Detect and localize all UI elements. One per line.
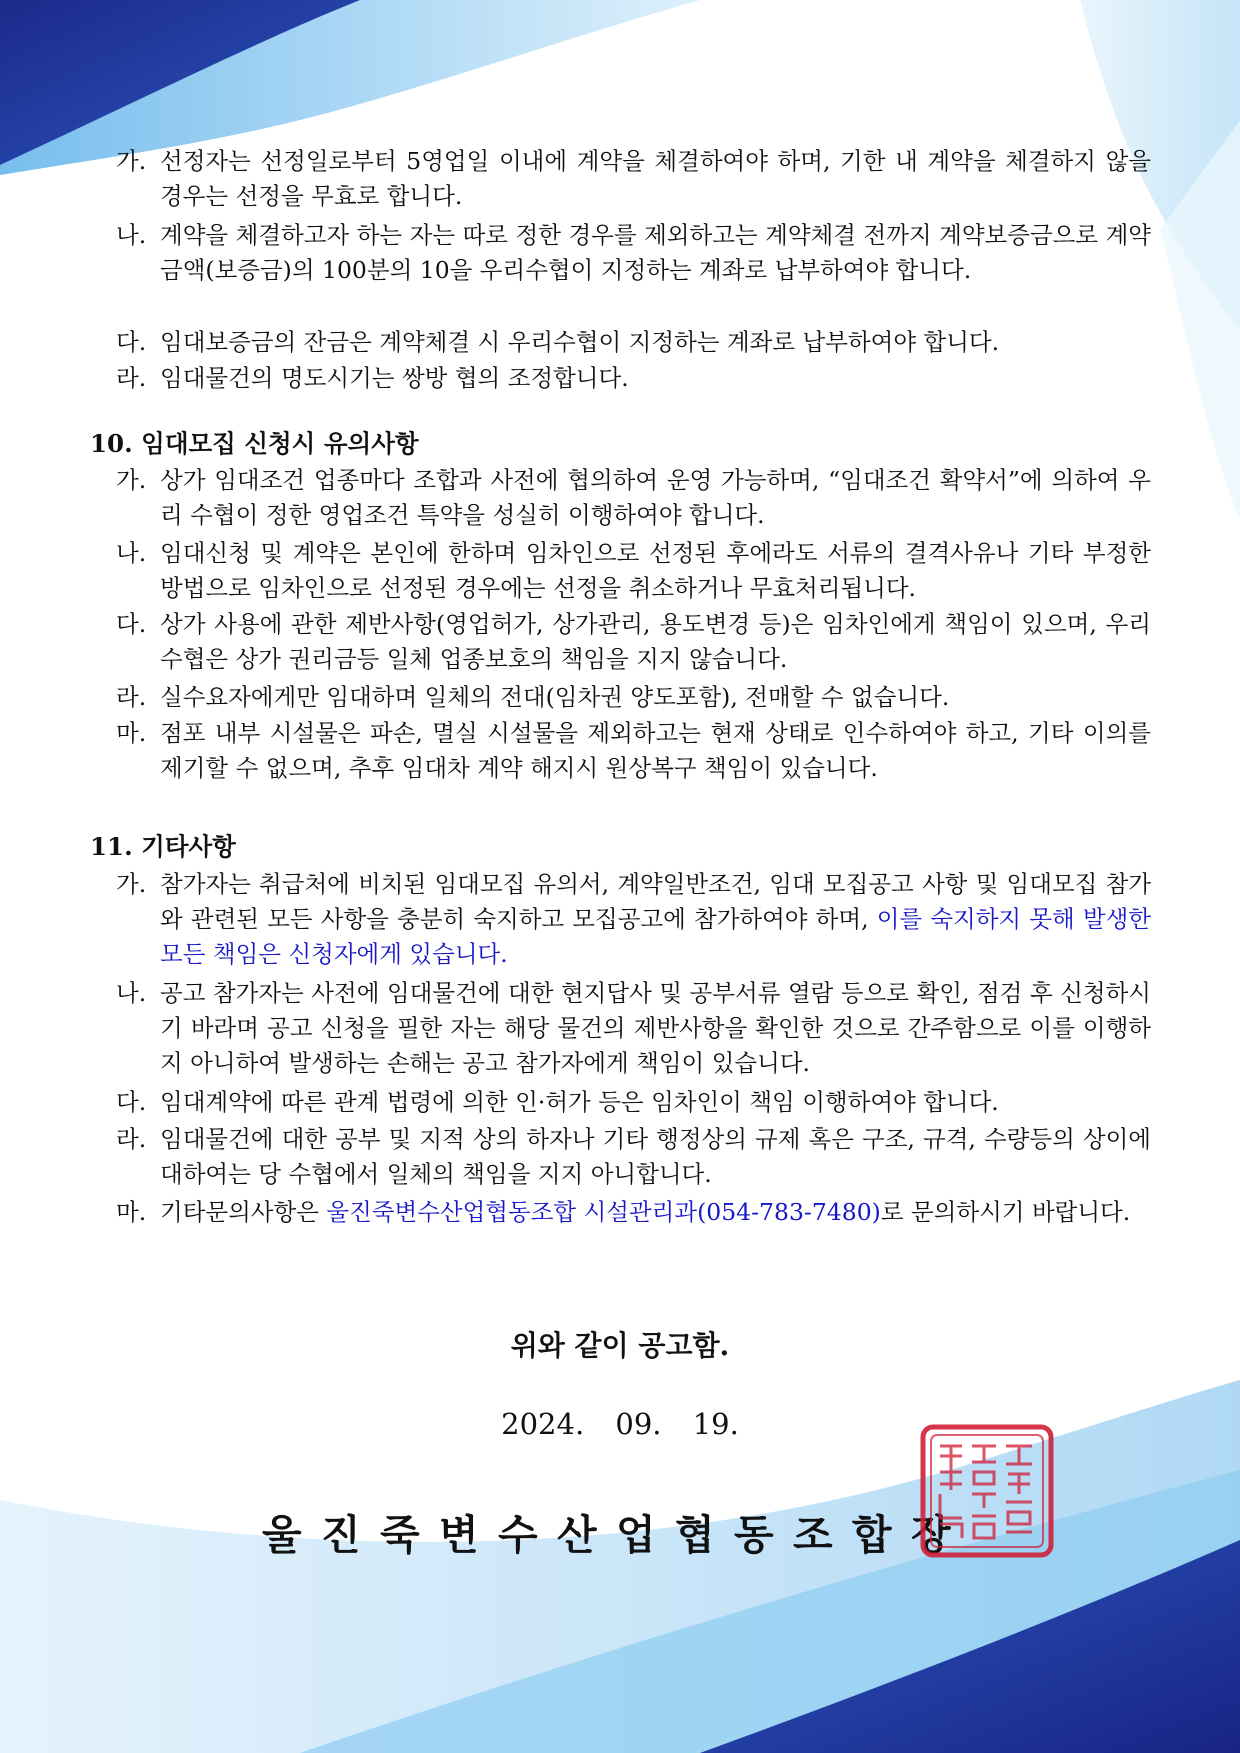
item-text: 선정자는 선정일로부터 5영업일 이내에 계약을 체결하여야 하며, 기한 내 계약을 체결하지 않을 경우는 선정을 무효로 합니다. [160,147,1151,210]
item-marker: 나. [116,539,147,567]
item-marker: 다. [116,610,147,638]
item-marker: 나. [116,221,147,249]
item-text: 실수요자에게만 임대하며 일체의 전대(임차권 양도포함), 전매할 수 없습니다. [160,683,950,711]
item-prefix: 기타문의사항은 [160,1198,327,1226]
org-char: 동 [734,1511,774,1559]
notice-date: 2024. 09. 19. [501,1407,739,1441]
section11-item-na [116,976,1151,1081]
item-text: 계약을 체결하고자 하는 자는 따로 정한 경우를 제외하고는 계약체결 전까지 계약보증금으로 계약금액(보증금)의 100분의 10을 우리수협이 지정하는 계좌로 납부하여야 합니다. [160,221,1151,284]
section11-item-da [116,1085,1151,1120]
org-char: 진 [321,1511,361,1559]
section11-item-ga [116,867,1151,972]
item-text: 상가 사용에 관한 제반사항(영업허가, 상가관리, 용도변경 등)은 임차인에게 책임이 있으며, 우리 수협은 상가 권리금등 일체 업종보호의 책임을 지지 않습니다. [160,610,1151,673]
closing-statement: 위와 같이 공고함. [510,1329,730,1362]
org-char: 협 [675,1511,715,1559]
section10-item-na [116,536,1151,606]
org-char: 수 [498,1511,538,1559]
org-char: 합 [852,1511,892,1559]
item-marker: 라. [116,364,147,392]
section10-title: 10. 임대모집 신청시 유의사항 [90,429,419,458]
org-char: 장 [911,1511,951,1559]
item-marker: 다. [116,328,147,356]
section11-title: 11. 기타사항 [90,832,236,861]
org-char: 변 [439,1511,479,1559]
item-marker: 가. [116,466,147,494]
item-marker: 라. [116,683,147,711]
item-text: 점포 내부 시설물은 파손, 멸실 시설물을 제외하고는 현재 상태로 인수하여야 하고, 기타 이의를 제기할 수 없으며, 추후 임대차 계약 해지시 원상복구 책임이 있습니다. [160,719,1151,782]
item-suffix: 로 문의하시기 바랍니다. [880,1198,1131,1226]
official-seal-stamp [920,1424,1054,1558]
section10-item-da [116,607,1151,677]
contact-info: 울진죽변수산업협동조합 시설관리과(054-783-7480) [326,1198,881,1226]
section10-item-ma [116,716,1151,786]
item-text: 공고 참가자는 사전에 임대물건에 대한 현지답사 및 공부서류 열람 등으로 확인, 점검 후 신청하시기 바라며 공고 신청을 필한 자는 해당 물건의 제반사항을 확인한 것으로 간주함으로 이를 이행하지 아니하여 발생하는 손해는 공고 참가자에게 책임이 있습니다. [160,979,1151,1077]
section11-item-ra [116,1122,1151,1192]
section9-item-ra [116,361,1151,396]
item-marker: 가. [116,870,147,898]
item-marker: 라. [116,1125,147,1153]
item-marker: 마. [116,1198,147,1226]
section10-item-ra [116,680,1151,715]
item-marker: 다. [116,1088,147,1116]
item-text: 임대물건에 대한 공부 및 지적 상의 하자나 기타 행정상의 규제 혹은 구조, 규격, 수량등의 상이에 대하여는 당 수협에서 일체의 책임을 지지 아니합니다. [160,1125,1151,1188]
item-body: 참가자는 취급처에 비치된 임대모집 유의서, 계약일반조건, 임대 모집공고 사항 및 임대모집 참가와 관련된 모든 사항을 충분히 숙지하고 모집공고에 참가하여야 하며, [160,870,1151,933]
item-text: 상가 임대조건 업종마다 조합과 사전에 협의하여 운영 가능하며, “임대조건 확약서”에 의하여 우리 수협이 정한 영업조건 특약을 성실히 이행하여야 합니다. [160,466,1151,529]
org-char: 업 [616,1511,656,1559]
item-marker: 가. [116,147,147,175]
item-text: 임대보증금의 잔금은 계약체결 시 우리수협이 지정하는 계좌로 납부하여야 합니다. [160,328,1000,356]
responsibility-notice: 이를 숙지하지 못해 발생한 모든 책임은 신청자에게 있습니다. [160,905,1152,968]
org-char: 산 [557,1511,597,1559]
item-text: 임대신청 및 계약은 본인에 한하며 임차인으로 선정된 후에라도 서류의 결격사유나 기타 부정한 방법으로 임차인으로 선정된 경우에는 선정을 취소하거나 무효처리됩니다. [160,539,1151,602]
section9-item-da [116,325,1151,360]
org-char: 죽 [380,1511,420,1559]
section11-item-ma [116,1195,1151,1230]
item-text: 임대물건의 명도시기는 쌍방 협의 조정합니다. [160,364,629,392]
item-text: 임대계약에 따른 관계 법령에 의한 인·허가 등은 임차인이 책임 이행하여야 합니다. [160,1088,999,1116]
org-char: 울 [262,1511,302,1559]
organization-name [262,1502,970,1561]
item-marker: 마. [116,719,147,747]
item-text [160,1195,1151,1230]
item-text [160,867,1151,972]
org-char: 조 [793,1511,833,1559]
section10-item-ga [116,463,1151,533]
section9-item-ga [116,144,1151,214]
section9-item-na [116,218,1151,288]
item-marker: 나. [116,979,147,1007]
